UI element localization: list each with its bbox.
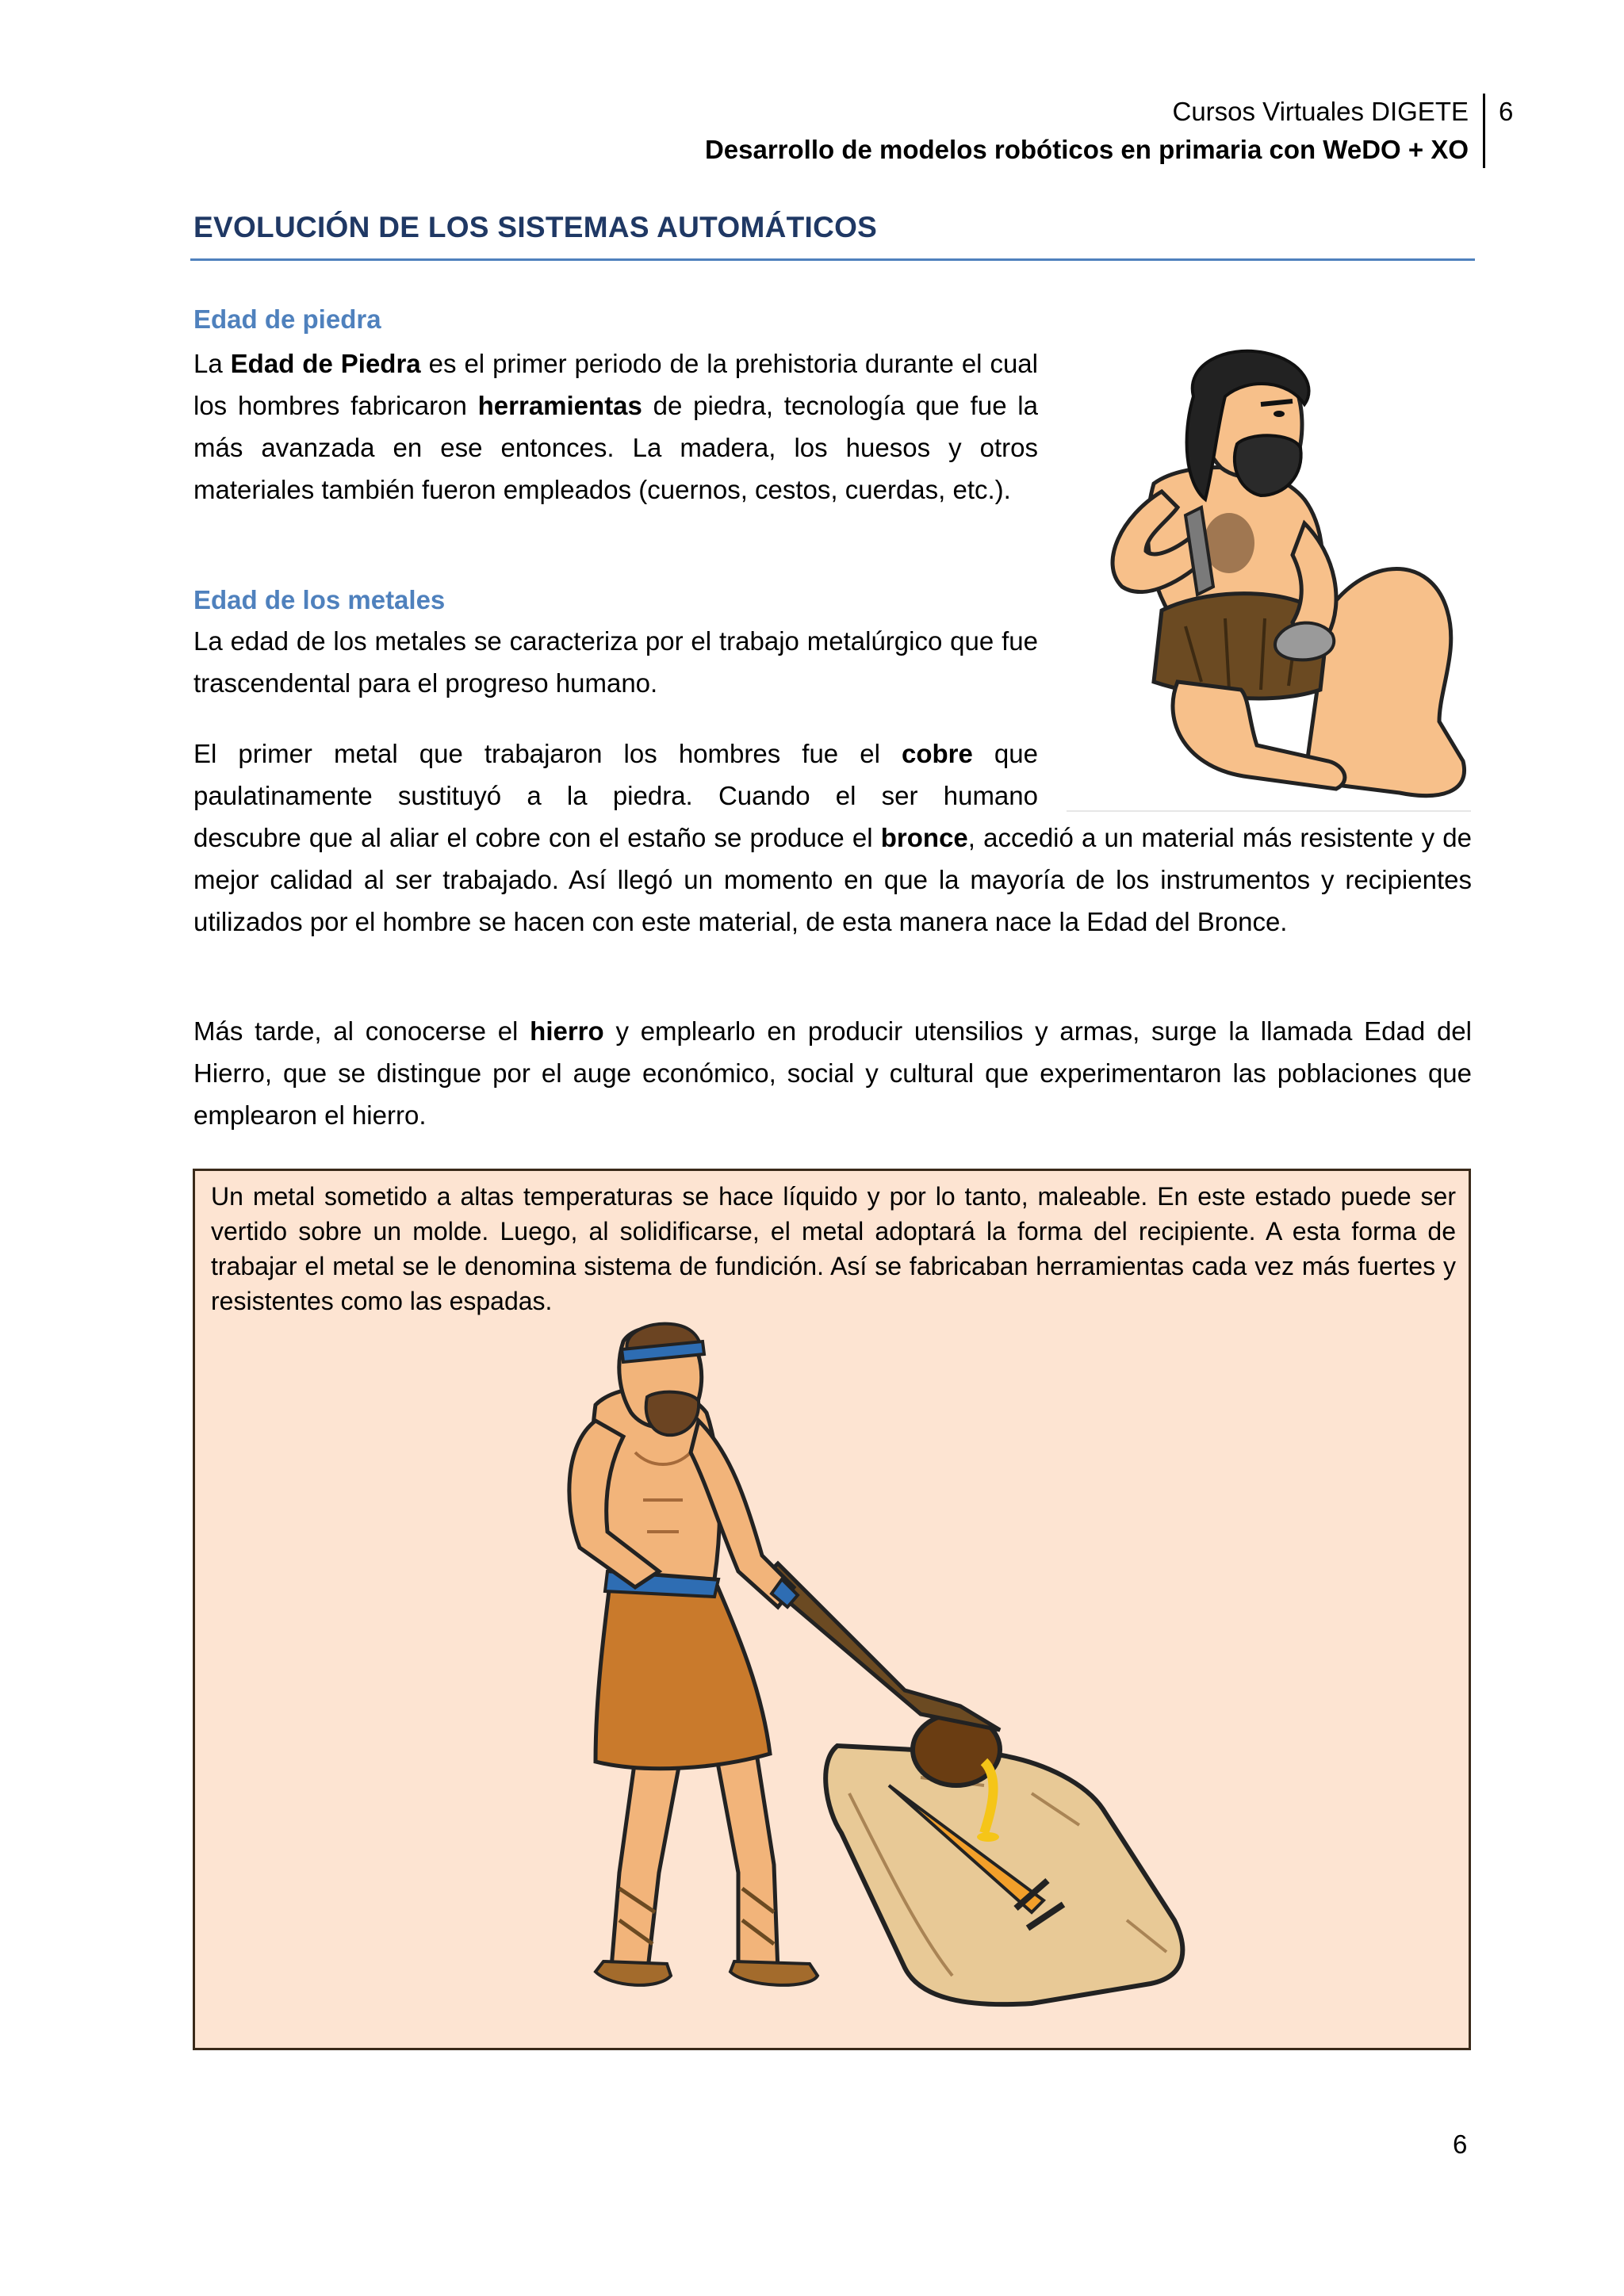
header-course: Cursos Virtuales DIGETE [1172, 97, 1469, 126]
info-box-fundicion [193, 1169, 1471, 2050]
caveman-illustration [1067, 349, 1471, 809]
paragraph-cobre-bronce: descubre que al aliar el cobre con el estaño se produce el bronce, accedió a un material más resistente y de mejor calidad al ser trabajado. Así llegó un momento en que la mayoría de los instrumentos y recipientes utilizados por el hombre se hacen con este material, de esta manera nace la Edad del Bronce. [193, 823, 1472, 936]
paragraph-edad-piedra: La Edad de Piedra es el primer periodo de la prehistoria durante el cual los hombres fabricaron herramientas de piedra, tecnología que fue la más avanzada en ese entonces. La madera, los huesos y otros materiales también fueron empleados (cuernos, cestos, cuerdas, etc.). [193, 349, 1038, 504]
heading-edad-piedra: Edad de piedra [193, 304, 381, 334]
paragraph-cobre-start: El primer metal que trabajaron los hombres fue el cobre que paulatinamente sustituyó a la piedra. Cuando el ser humano [193, 739, 1038, 810]
page-title: EVOLUCIÓN DE LOS SISTEMAS AUTOMÁTICOS [193, 211, 878, 243]
info-box-text: Un metal sometido a altas temperaturas se hace líquido y por lo tanto, maleable. En este estado puede ser vertido sobre un molde. Luego, al solidificarse, el metal adoptará la forma del recipiente. A esta forma de trabajar el metal se le denomina sistema de fundición. Así se fabricaban herramientas cada vez más fuertes y resistentes como las espadas. [211, 1182, 1456, 1315]
header-subtitle: Desarrollo de modelos robóticos en primaria con WeDO + XO [704, 135, 1469, 164]
smith-casting-illustration [477, 1318, 1190, 2015]
header-page-number: 6 [1499, 97, 1514, 126]
footer-page-number: 6 [1453, 2130, 1468, 2159]
header-divider [1483, 94, 1485, 168]
paragraph-hierro: Más tarde, al conocerse el hierro y emplearlo en producir utensilios y armas, surge la llamada Edad del Hierro, que se distingue por el auge económico, social y cultural que experimentaron las poblaciones que emplearon el hierro. [193, 1016, 1472, 1130]
title-rule [190, 258, 1475, 261]
heading-edad-metales: Edad de los metales [193, 585, 446, 614]
paragraph-edad-metales: La edad de los metales se caracteriza por el trabajo metalúrgico que fue trascendental para el progreso humano. [193, 626, 1038, 698]
caveman-baseline [1067, 810, 1471, 812]
